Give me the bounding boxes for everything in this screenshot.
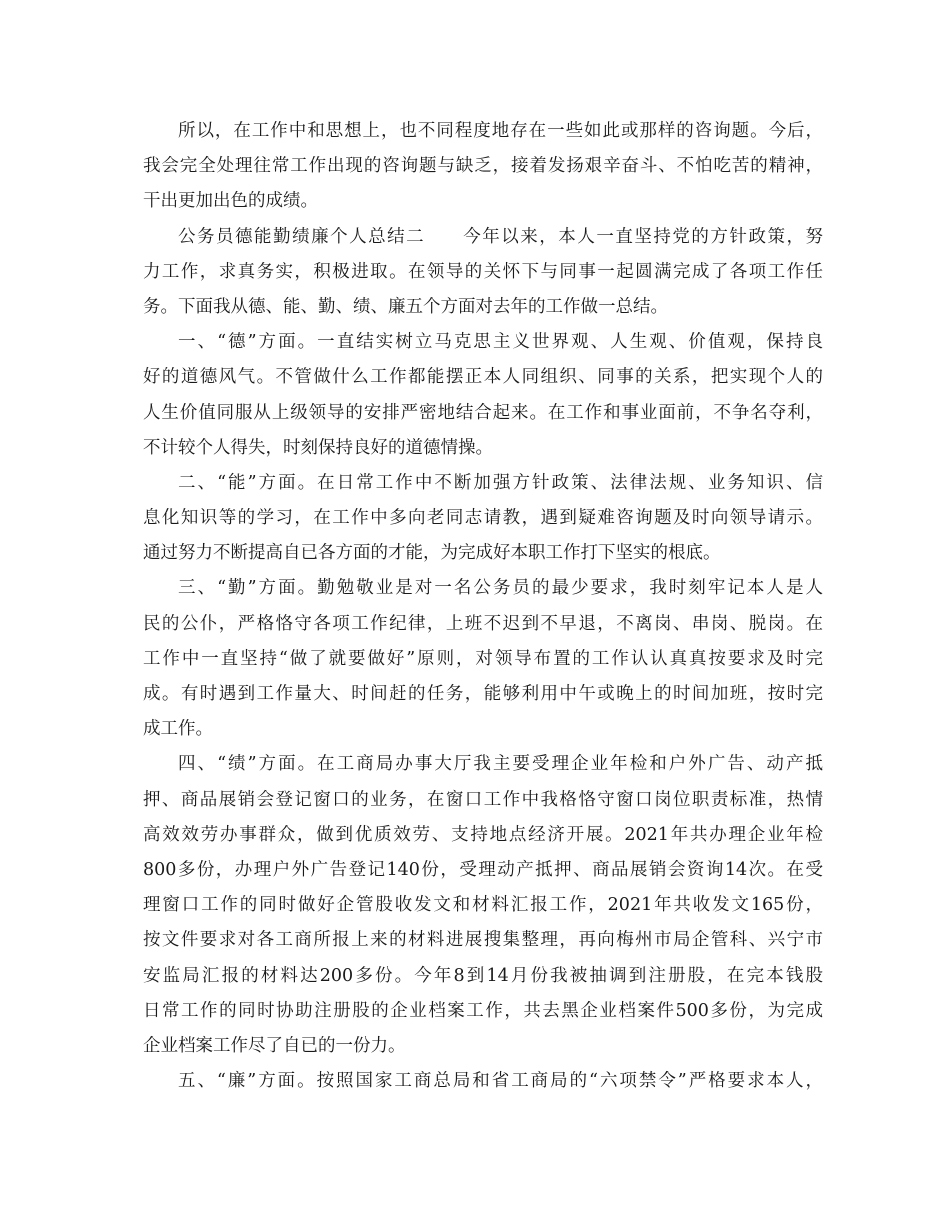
text-line: 三、“勤”方面。勤勉敬业是对一名公务员的最少要求，我时刻牢记本人是人	[178, 578, 823, 599]
text-line: 干出更加出色的成绩。	[143, 191, 318, 212]
text-line: 民的公仆，严格恪守各项工作纪律，上班不迟到不早退，不离岗、串岗、脱岗。在	[143, 613, 823, 634]
text-line: 成。有时遇到工作量大、时间赶的任务，能够利用中午或晚上的时间加班，按时完	[143, 684, 823, 704]
text-line: 工作中一直坚持“做了就要做好”原则，对领导布置的工作认认真真按要求及时完	[143, 648, 823, 669]
text-line: 高效效劳办事群众，做到优质效劳、支持地点经济开展。2021年共办理企业年检	[143, 824, 823, 845]
text-line: 不计较个人得失，时刻保持良好的道德情操。	[143, 437, 493, 458]
text-line: 四、“绩”方面。在工商局办事大厅我主要受理企业年检和户外广告、动产抵	[178, 754, 823, 775]
text-line: 公务员德能勤绩廉个人总结二 今年以来，本人一直坚持党的方针政策，努	[178, 226, 823, 247]
text-line: 按文件要求对各工商所报上来的材料进展搜集整理，再向梅州市局企管科、兴宁市	[143, 930, 823, 951]
text-line: 通过努力不断提高自已各方面的才能，为完成好本职工作打下坚实的根底。	[143, 543, 721, 564]
text-line: 日常工作的同时协助注册股的企业档案工作，共去黑企业档案件500多份，为完成	[143, 1000, 823, 1021]
text-line: 力工作，求真务实，积极进取。在领导的关怀下与同事一起圆满完成了各项工作任	[143, 261, 823, 282]
text-line: 人生价值同服从上级领导的安排严密地结合起来。在工作和事业面前，不争名夺利，	[143, 402, 823, 423]
document-body	[143, 114, 823, 1099]
text-line: 息化知识等的学习，在工作中多向老同志请教，遇到疑难咨询题及时向领导请示。	[143, 508, 823, 529]
text-line: 所以，在工作中和思想上，也不同程度地存在一些如此或那样的咨询题。今后，	[178, 121, 823, 141]
text-line: 押、商品展销会登记窗口的业务，在窗口工作中我格恪守窗口岗位职责标准，热情	[143, 789, 823, 810]
text-line: 理窗口工作的同时做好企管股收发文和材料汇报工作，2021年共收发文165份，	[143, 895, 823, 916]
text-line: 安监局汇报的材料达200多份。今年8到14月份我被抽调到注册股，在完本钱股	[143, 965, 823, 986]
text-line: 企业档案工作尽了自已的一份力。	[143, 1035, 406, 1056]
text-line: 我会完全处理往常工作出现的咨询题与缺乏，接着发扬艰辛奋斗、不怕吃苦的精神，	[143, 156, 823, 177]
text-line: 一、“德”方面。一直结实树立马克思主义世界观、人生观、价值观，保持良	[178, 332, 823, 353]
text-line: 务。下面我从德、能、勤、绩、廉五个方面对去年的工作做一总结。	[143, 296, 668, 317]
text-line: 二、“能”方面。在日常工作中不断加强方针政策、法律法规、业务知识、信	[178, 472, 823, 493]
text-line: 成工作。	[143, 719, 213, 740]
text-line: 五、“廉”方面。按照国家工商总局和省工商局的“六项禁令”严格要求本人，	[178, 1071, 823, 1092]
text-line: 800多份，办理户外广告登记140份，受理动产抵押、商品展销会资询14次。在受	[143, 859, 823, 880]
text-line: 好的道德风气。不管做什么工作都能摆正本人同组织、同事的关系，把实现个人的	[143, 367, 823, 388]
